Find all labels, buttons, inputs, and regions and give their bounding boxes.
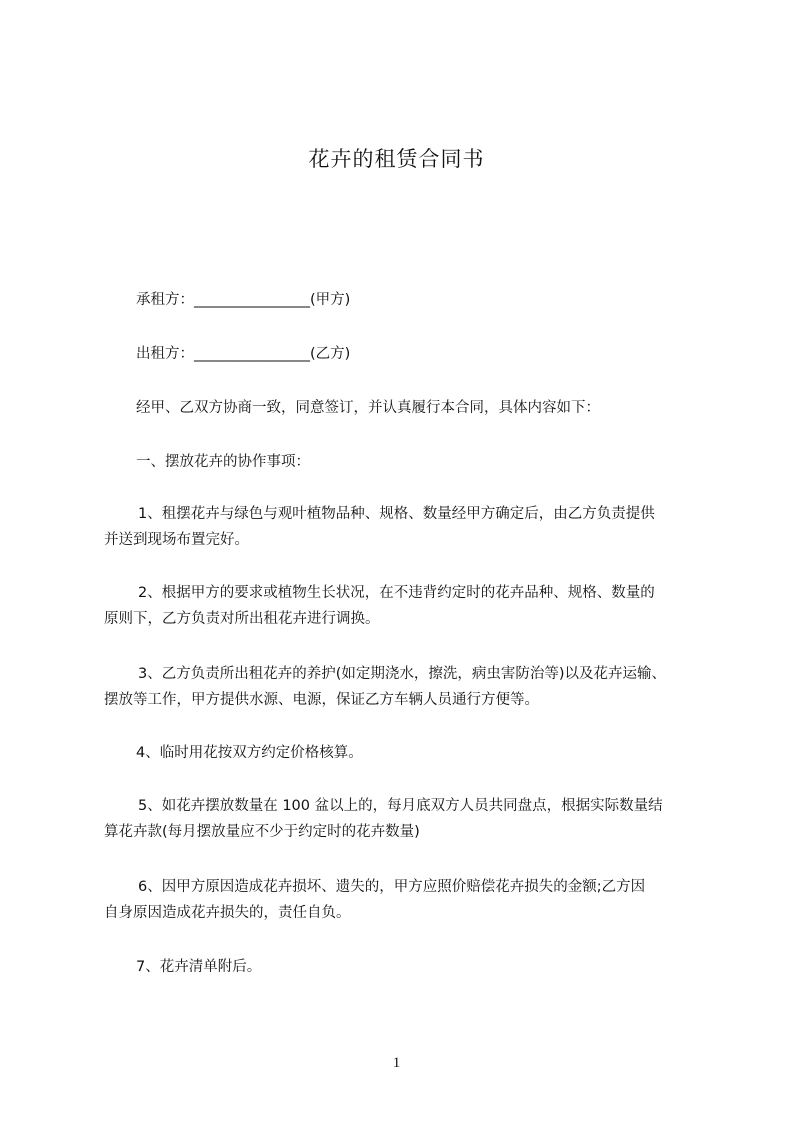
clause-5-line-2: 算花卉款(每月摆放量应不少于约定时的花卉数量) (104, 824, 420, 840)
clause-6-line-1: 6、因甲方原因造成花卉损坏、遗失的，甲方应照价赔偿花卉损失的金额;乙方因 (138, 879, 646, 895)
clause-1-line-1: 1、租摆花卉与绿色与观叶植物品种、规格、数量经甲方确定后，由乙方负责提供 (138, 506, 655, 522)
intro-paragraph: 经甲、乙双方协商一致，同意签订，并认真履行本合同，具体内容如下： (136, 400, 600, 416)
clause-5-line-1: 5、如花卉摆放数量在 100 盆以上的，每月底双方人员共同盘点，根据实际数量结 (138, 798, 663, 814)
section-heading: 一、摆放花卉的协作事项： (136, 454, 310, 470)
clause-3-line-1: 3、乙方负责所出租花卉的养护(如定期浇水，擦洗，病虫害防治等)以及花卉运输、 (138, 666, 667, 682)
lessee-line: 承租方：________________(甲方) (136, 292, 351, 308)
clause-4-line-1: 4、临时用花按双方约定价格核算。 (136, 745, 363, 761)
clause-1-line-2: 并送到现场布置完好。 (104, 532, 249, 548)
clause-2-line-1: 2、根据甲方的要求或植物生长状况，在不违背约定时的花卉品种、规格、数量的 (138, 585, 655, 601)
clause-3-line-2: 摆放等工作，甲方提供水源、电源，保证乙方车辆人员通行方便等。 (104, 692, 539, 708)
clause-2-line-2: 原则下，乙方负责对所出租花卉进行调换。 (104, 611, 380, 627)
document-title: 花卉的租赁合同书 (308, 147, 485, 171)
page-number: 1 (392, 1055, 401, 1071)
clause-6-line-2: 自身原因造成花卉损失的，责任自负。 (104, 905, 351, 921)
clause-7-line-1: 7、花卉清单附后。 (136, 959, 262, 975)
lessor-line: 出租方：________________(乙方) (136, 346, 351, 362)
